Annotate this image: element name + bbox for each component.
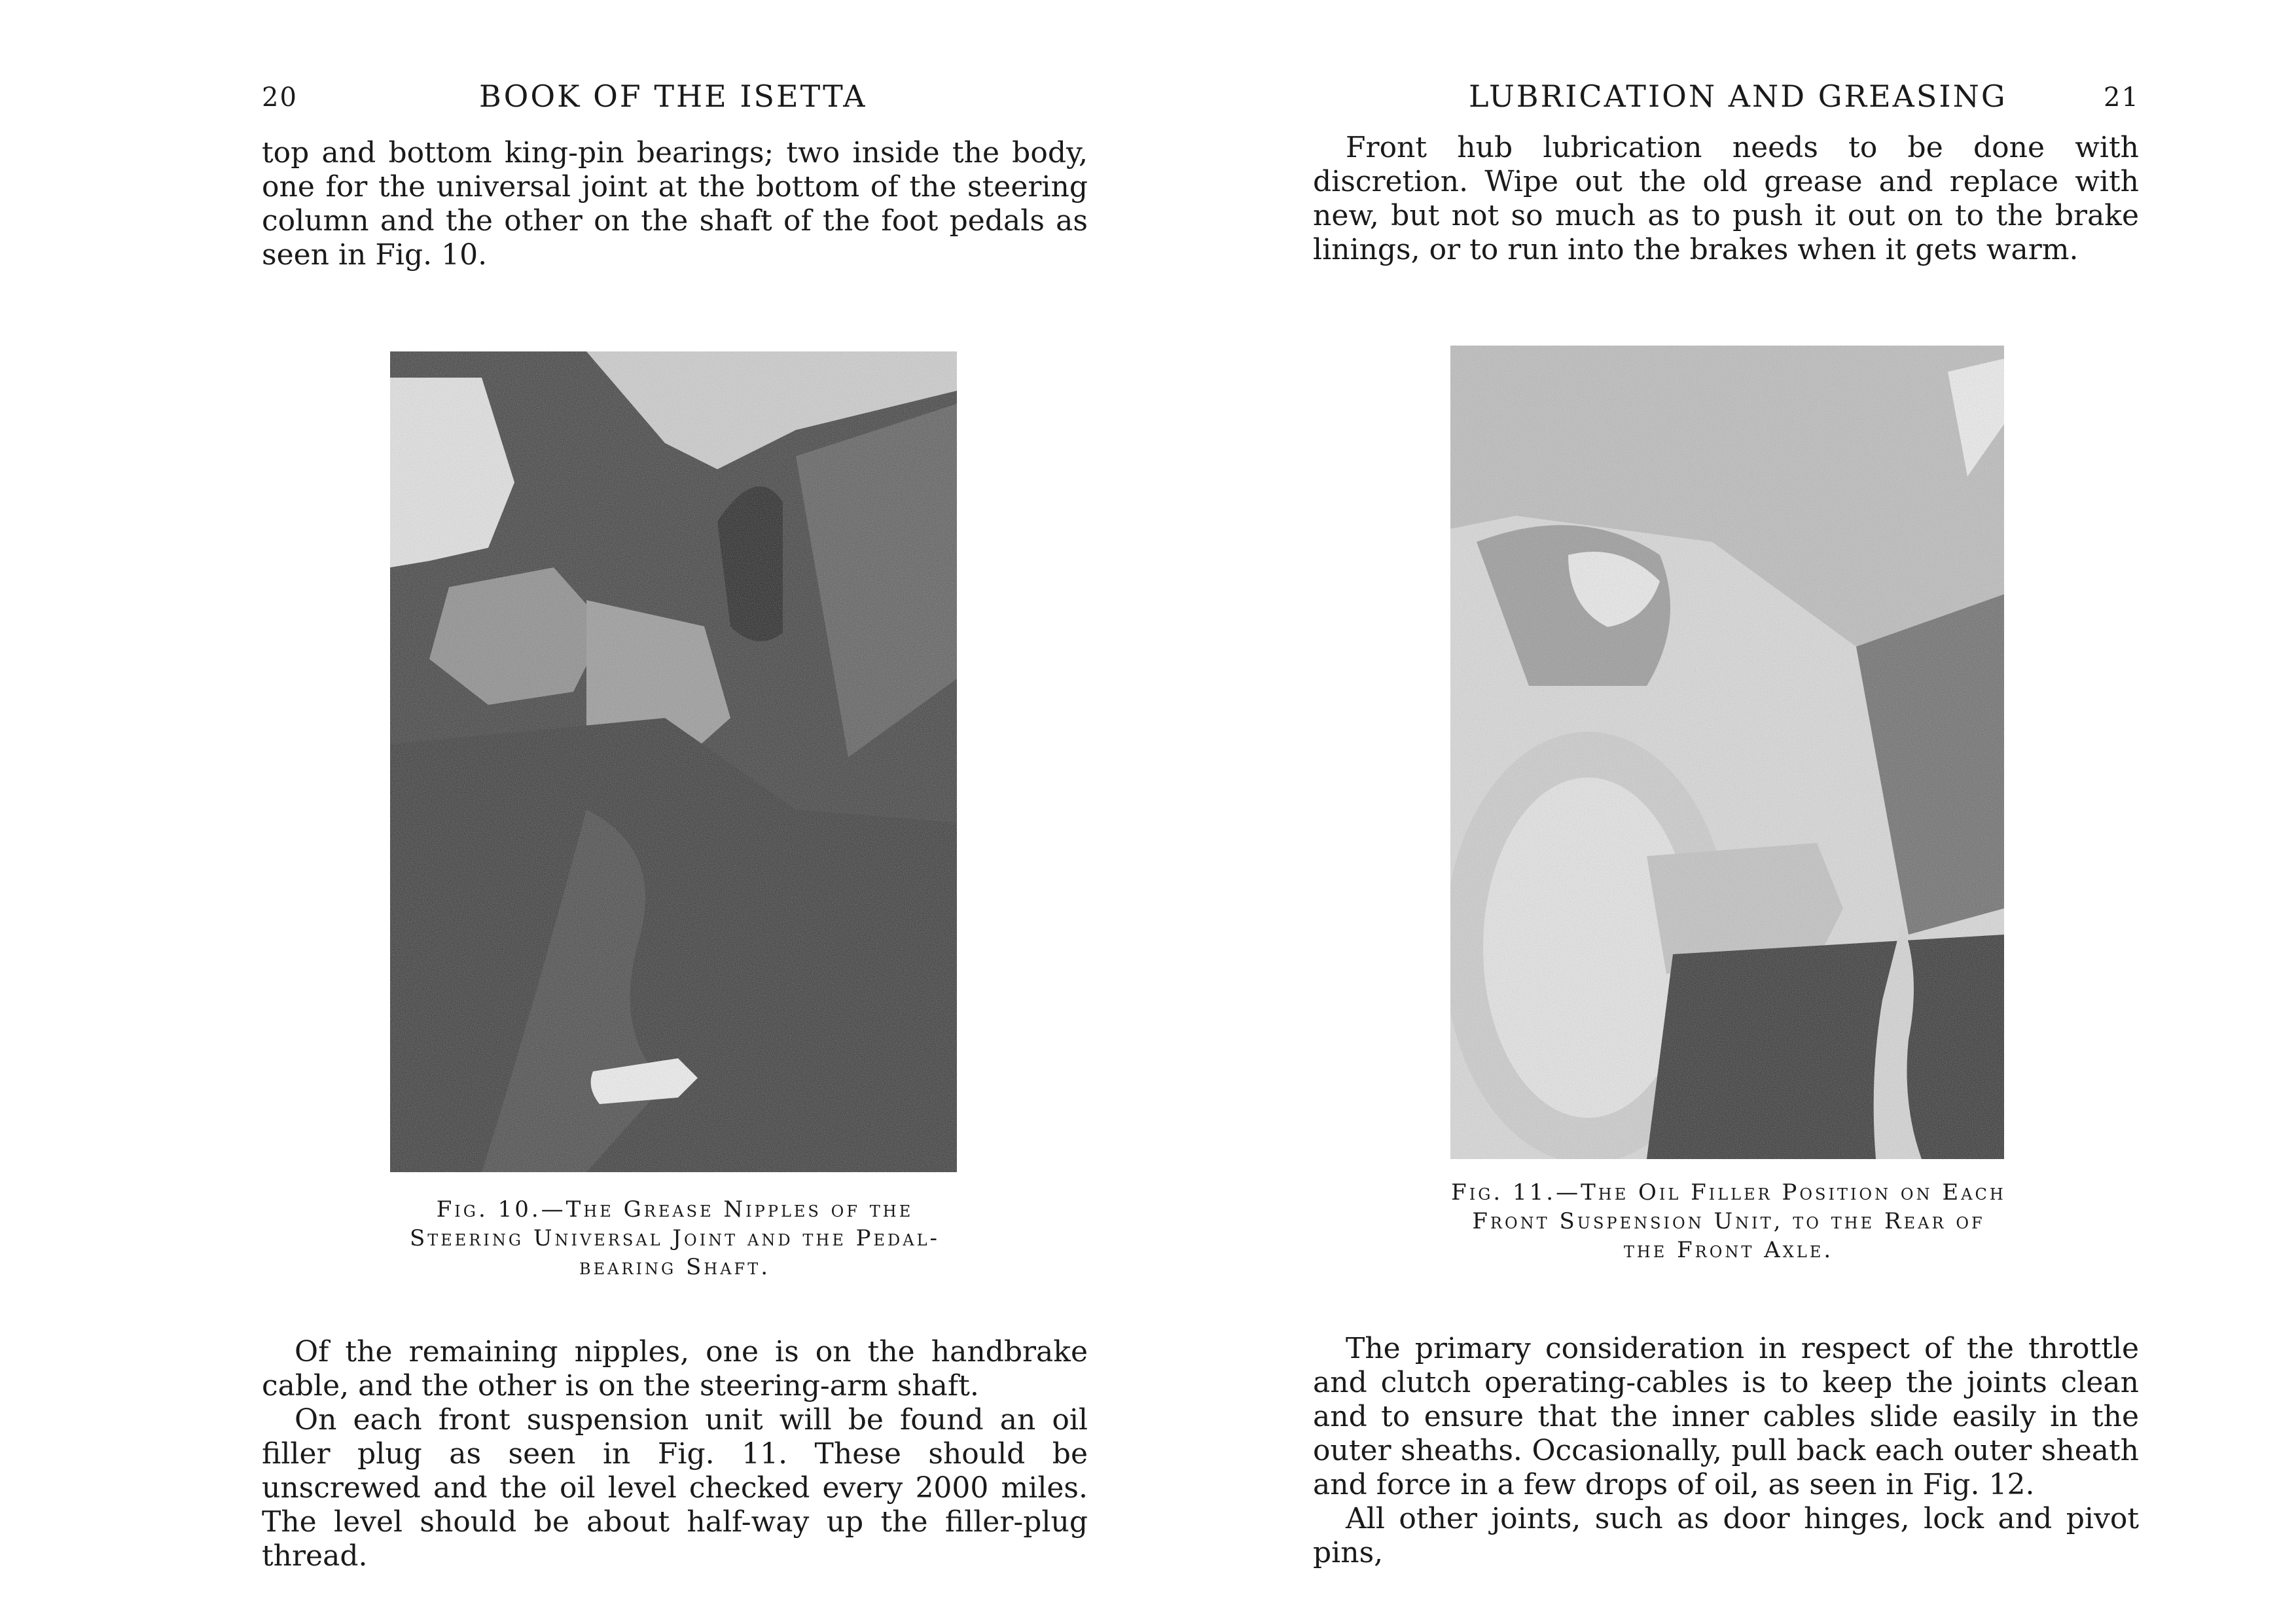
paragraph-text: top and bottom king-pin bearings; two inside the body, one for the universal joint at the bottom of the steering column and the other on the shaft of the foot pedals as seen in Fig. 10.: [262, 136, 1088, 272]
paragraph-text: All other joints, such as door hinges, lock and pivot pins,: [1313, 1502, 2139, 1569]
running-head: BOOK OF THE ISETTA: [479, 79, 867, 114]
page-number: 20: [262, 82, 298, 113]
right-page: [1148, 0, 2296, 1610]
grease-nipple-photo-illustration: [390, 351, 957, 1172]
figure-caption: Fig. 11.—The Oil Filler Position on Each Front Suspension Unit, to the Rear of the Front Axle.: [1451, 1179, 2006, 1263]
figure-caption: Fig. 10.—The Grease Nipples of the Steering Universal Joint and the Pedal-bearing Shaft.: [409, 1196, 941, 1280]
bottom-text: [262, 1335, 1088, 1573]
bottom-text: [1313, 1332, 2139, 1570]
oil-filler-photo-illustration: [1450, 346, 2004, 1159]
figure-11-photo: [1450, 346, 2004, 1159]
figure-10-photo: [390, 351, 957, 1172]
running-head: LUBRICATION AND GREASING: [1469, 79, 2007, 114]
page-number: 21: [2104, 82, 2140, 113]
top-paragraph: [262, 136, 1088, 272]
paragraph-text: The primary consideration in respect of the throttle and clutch operating-cables is to keep the joints clean and to ensure that the inner cables slide easily in the outer sheaths. Occasionally, pull back each outer sheath and force in a few drops of oil, as seen in Fig. 12.: [1313, 1332, 2139, 1501]
paragraph-text: Of the remaining nipples, one is on the handbrake cable, and the other is on the steering-arm shaft.: [262, 1335, 1088, 1403]
top-paragraph: [1313, 131, 2139, 267]
paragraph-text: Front hub lubrication needs to be done with discretion. Wipe out the old grease and replace with new, but not so much as to push it out on to the brake linings, or to run into the brakes when it gets warm.: [1313, 131, 2139, 266]
paragraph-text: On each front suspension unit will be found an oil filler plug as seen in Fig. 11. These should be unscrewed and the oil level checked every 2000 miles. The level should be about half-way up the filler-plug thread.: [262, 1403, 1088, 1573]
